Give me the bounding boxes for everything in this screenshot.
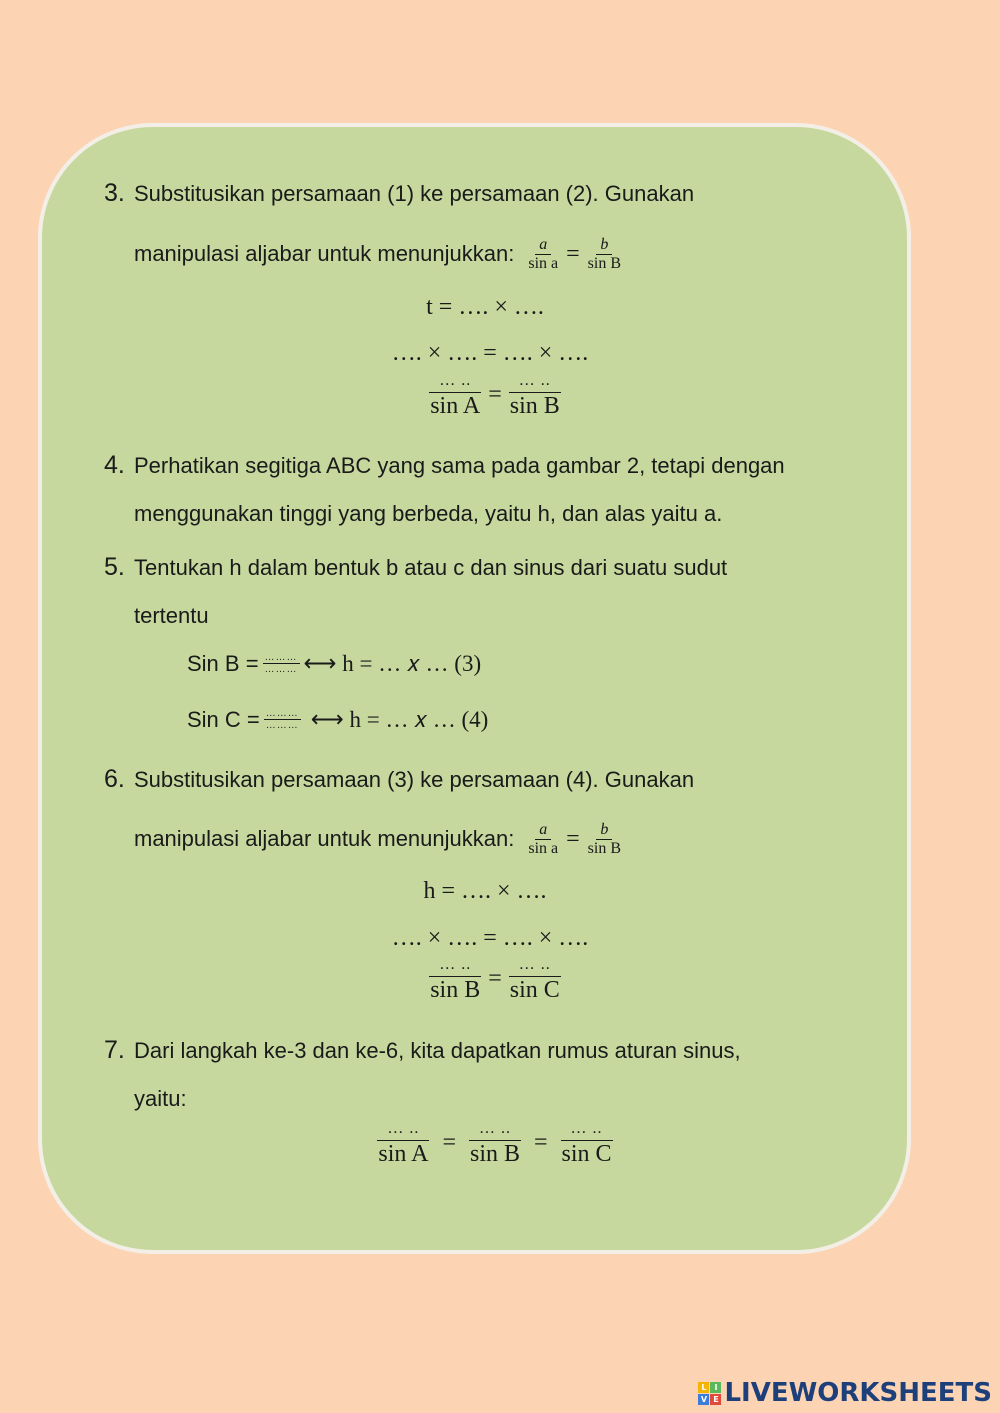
- step-text: Tentukan h dalam bentuk b atau c dan sinus dari suatu sudut: [134, 555, 728, 580]
- fraction: $\frac{a}{\text{sin a}}$: [528, 821, 559, 857]
- sine-rule-formula: $\frac{\dots ..}{\text{sin A}}$ = $\frac{\dots ..}{\text{sin B}}$ = $\frac{\dots ..}{\text{sin C}}$: [378, 1120, 612, 1167]
- fraction: $\frac{b}{\text{sin B}}$: [587, 821, 622, 857]
- work-line: t = …. × ….: [426, 294, 544, 320]
- fraction: $\frac{b}{\text{sin B}}$: [587, 236, 622, 272]
- step-text: tertentu: [134, 603, 209, 628]
- step-text: Substitusikan persamaan (1) ke persamaan (2). Gunakan: [134, 181, 695, 206]
- step-text: Dari langkah ke-3 dan ke-6, kita dapatkan rumus aturan sinus,: [134, 1038, 741, 1063]
- step-number: 5.: [104, 553, 125, 581]
- fraction: $\frac{a}{\text{sin a}}$: [528, 236, 559, 272]
- step-text: manipulasi aljabar untuk menunjukkan:: [134, 826, 515, 852]
- sin-c-equation: Sin C = $\frac{\dots\dots\dots}{\dots\dots\dots}$ ⟷ h = … 𝑥 … (4): [187, 707, 489, 732]
- liveworksheets-logo: L I V E LIVEWORKSHEETS: [698, 1378, 992, 1408]
- fraction-equation: $\frac{\dots ..}{\text{sin A}}$ = $\frac{\dots ..}{\text{sin B}}$: [430, 372, 560, 419]
- step-number: 7.: [104, 1036, 125, 1064]
- fraction-equation: $\frac{\dots ..}{\text{sin B}}$ = $\frac{\dots ..}{\text{sin C}}$: [430, 956, 560, 1003]
- work-line: …. × …. = …. × ….: [391, 340, 589, 366]
- step-number: 6.: [104, 765, 125, 793]
- sin-b-equation: Sin B = $\frac{\dots\dots\dots}{\dots\dots\dots}$ ⟷ h = … 𝑥 … (3): [187, 651, 482, 676]
- step-text: Substitusikan persamaan (3) ke persamaan (4). Gunakan: [134, 767, 695, 792]
- step-text: menggunakan tinggi yang berbeda, yaitu h, dan alas yaitu a.: [134, 501, 723, 526]
- work-line: …. × …. = …. × ….: [391, 925, 589, 951]
- step-text-formula: manipulasi aljabar untuk menunjukkan: $\frac{a}{\text{sin a}}$ = $\frac{b}{\text{sin B}}$: [134, 236, 629, 273]
- live-logo-icon: L I V E: [698, 1382, 721, 1405]
- step-text: manipulasi aljabar untuk menunjukkan:: [134, 241, 515, 267]
- step-text: Perhatikan segitiga ABC yang sama pada gambar 2, tetapi dengan: [134, 453, 785, 478]
- step-number: 4.: [104, 451, 125, 479]
- step-text-formula: manipulasi aljabar untuk menunjukkan: $\frac{a}{\text{sin a}}$ = $\frac{b}{\text{sin B}}$: [134, 821, 629, 858]
- step-text: yaitu:: [134, 1086, 187, 1111]
- step-number: 3.: [104, 179, 125, 207]
- work-line: h = …. × ….: [423, 878, 547, 904]
